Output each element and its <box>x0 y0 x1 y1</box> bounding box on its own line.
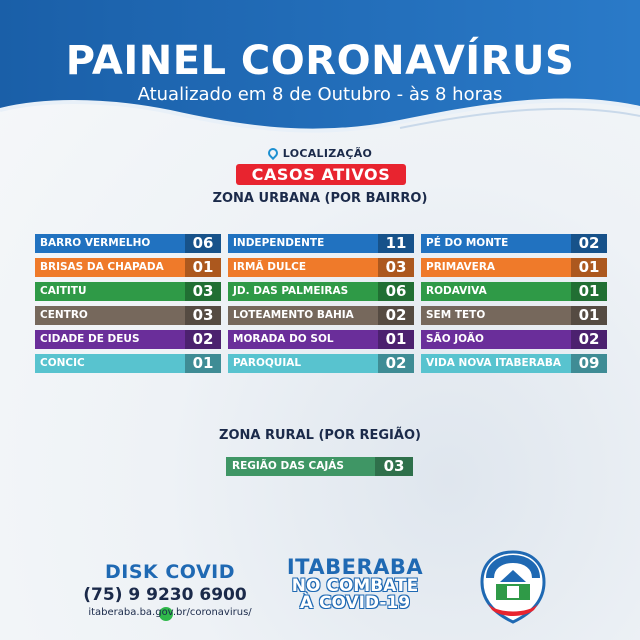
neighborhood-name: PÉ DO MONTE <box>426 237 509 249</box>
neighborhood-name: PRIMAVERA <box>426 261 496 273</box>
neighborhood-count: 01 <box>571 258 607 277</box>
neighborhood-row <box>421 258 607 277</box>
website-url: itaberaba.ba.gov.br/coronavirus/ <box>88 607 252 618</box>
neighborhood-row <box>228 306 414 325</box>
rural-region-name: REGIÃO DAS CAJÁS <box>232 460 344 472</box>
neighborhood-count: 01 <box>185 354 221 373</box>
neighborhood-name: BRISAS DA CHAPADA <box>40 261 164 273</box>
neighborhood-count: 01 <box>571 306 607 325</box>
neighborhood-name: CENTRO <box>40 309 88 321</box>
neighborhood-row <box>228 354 414 373</box>
neighborhood-name: CAITITU <box>40 285 87 297</box>
phone-number: (75) 9 9230 6900 <box>83 585 247 605</box>
neighborhood-row <box>35 354 221 373</box>
location-text: LOCALIZAÇÃO <box>282 147 373 160</box>
neighborhood-count: 03 <box>378 258 414 277</box>
rural-region-count: 03 <box>375 457 413 476</box>
neighborhood-row <box>228 282 414 301</box>
neighborhood-row <box>35 282 221 301</box>
neighborhood-row <box>421 330 607 349</box>
neighborhood-name: SEM TETO <box>426 309 486 321</box>
urban-cases-table <box>35 234 607 373</box>
header-banner <box>0 0 640 150</box>
rural-row <box>226 457 413 476</box>
neighborhood-row <box>421 282 607 301</box>
neighborhood-name: CONCIC <box>40 357 85 369</box>
neighborhood-count: 06 <box>185 234 221 253</box>
brand-name: ITABERABA <box>286 555 424 579</box>
neighborhood-count: 11 <box>378 234 414 253</box>
neighborhood-count: 02 <box>571 330 607 349</box>
neighborhood-name: IRMÃ DULCE <box>233 261 307 273</box>
page-subtitle: Atualizado em 8 de Outubro - às 8 horas <box>137 84 503 105</box>
neighborhood-row <box>35 306 221 325</box>
neighborhood-name: JD. DAS PALMEIRAS <box>233 285 349 297</box>
neighborhood-count: 01 <box>185 258 221 277</box>
neighborhood-row <box>35 330 221 349</box>
neighborhood-name: BARRO VERMELHO <box>40 237 151 249</box>
slogan-line-1: NO COMBATE <box>291 576 419 596</box>
section-badge: CASOS ATIVOS <box>236 164 406 185</box>
disk-covid-phone <box>80 585 250 625</box>
slogan-line-2: À COVID-19 <box>299 593 411 613</box>
neighborhood-name: MORADA DO SOL <box>233 333 334 345</box>
neighborhood-row <box>421 354 607 373</box>
neighborhood-name: PAROQUIAL <box>233 357 302 369</box>
neighborhood-name: LOTEAMENTO BAHIA <box>233 309 354 321</box>
neighborhood-count: 09 <box>571 354 607 373</box>
neighborhood-name: VIDA NOVA ITABERABA <box>426 357 562 369</box>
urban-zone-heading: ZONA URBANA (POR BAIRRO) <box>212 191 428 206</box>
neighborhood-row <box>421 234 607 253</box>
neighborhood-row <box>421 306 607 325</box>
city-seal-icon <box>474 548 552 626</box>
neighborhood-count: 06 <box>378 282 414 301</box>
map-pin-icon <box>266 146 280 160</box>
neighborhood-row <box>228 258 414 277</box>
rural-zone-heading: ZONA RURAL (POR REGIÃO) <box>219 428 421 443</box>
disk-covid-title: DISK COVID <box>105 561 235 583</box>
neighborhood-name: RODAVIVA <box>426 285 487 297</box>
neighborhood-row <box>228 234 414 253</box>
neighborhood-count: 02 <box>378 354 414 373</box>
neighborhood-count: 01 <box>571 282 607 301</box>
neighborhood-name: SÃO JOÃO <box>426 333 484 345</box>
neighborhood-count: 01 <box>378 330 414 349</box>
page-title: PAINEL CORONAVÍRUS <box>65 38 575 84</box>
neighborhood-count: 02 <box>378 306 414 325</box>
neighborhood-count: 03 <box>185 306 221 325</box>
neighborhood-count: 02 <box>185 330 221 349</box>
location-label <box>0 147 640 160</box>
brand-slogan <box>280 578 430 612</box>
neighborhood-name: INDEPENDENTE <box>233 237 325 249</box>
neighborhood-name: CIDADE DE DEUS <box>40 333 140 345</box>
neighborhood-row <box>35 234 221 253</box>
neighborhood-row <box>228 330 414 349</box>
neighborhood-count: 03 <box>185 282 221 301</box>
neighborhood-row <box>35 258 221 277</box>
neighborhood-count: 02 <box>571 234 607 253</box>
